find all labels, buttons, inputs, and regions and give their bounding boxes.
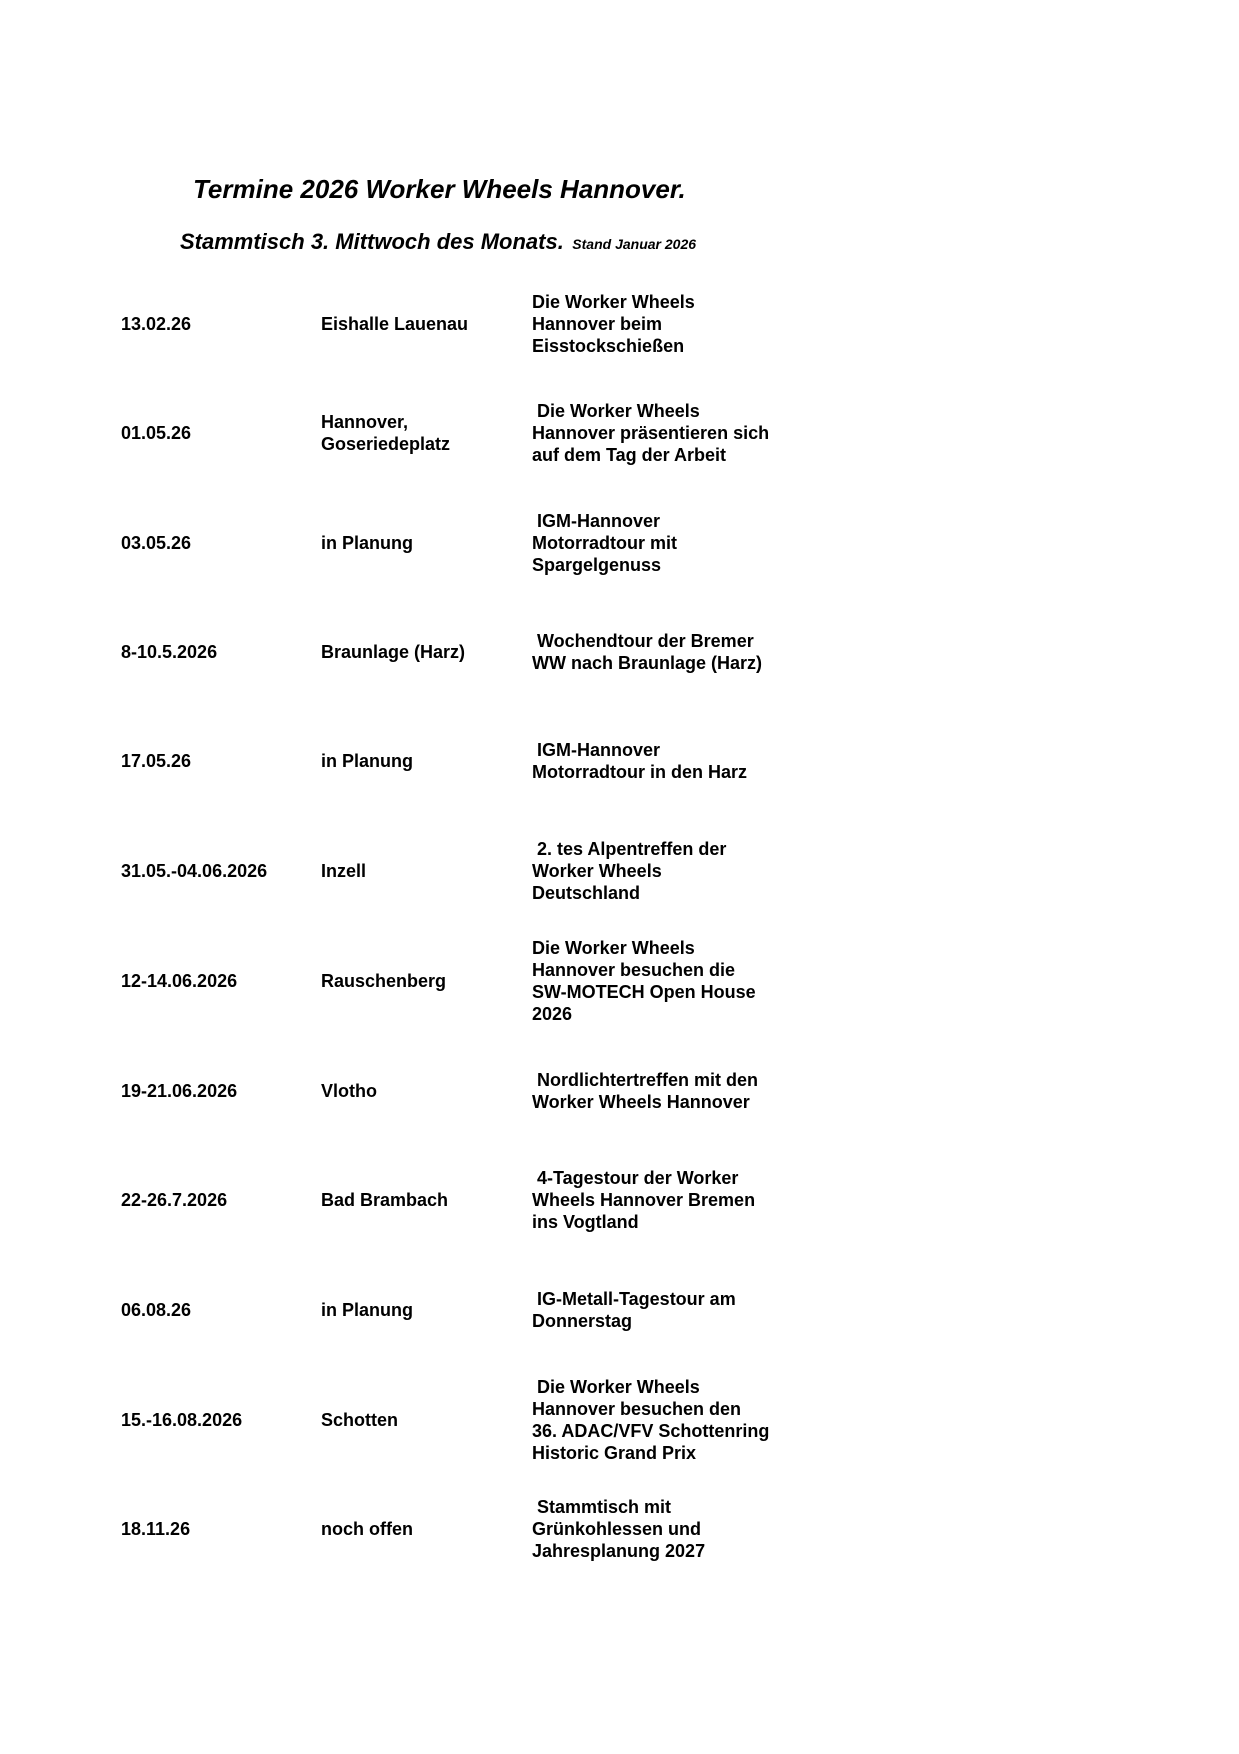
event-place-line: Rauschenberg: [321, 971, 447, 991]
event-description-line: Hannover präsentieren sich: [532, 423, 770, 443]
event-row: [0, 1260, 1239, 1360]
event-place-line: Schotten: [321, 1410, 399, 1430]
event-date: 18.11.26: [121, 1519, 191, 1539]
event-date: 13.02.26: [121, 314, 192, 334]
event-place: [321, 1299, 521, 1321]
event-description: [532, 838, 832, 904]
event-date: 03.05.26: [121, 533, 192, 553]
event-place-line: Vlotho: [321, 1081, 377, 1101]
event-place-line: in Planung: [321, 533, 413, 553]
event-place: [321, 750, 521, 772]
event-place: [321, 532, 521, 554]
event-description-line: Die Worker Wheels: [532, 292, 695, 312]
event-place: [321, 1409, 521, 1431]
event-row: [0, 1041, 1239, 1141]
event-description-line: Worker Wheels Hannover: [532, 1092, 750, 1112]
event-description: [532, 1167, 832, 1233]
event-description-line: Hannover beim: [532, 314, 663, 334]
event-place: [321, 860, 521, 882]
event-description-line: Eisstockschießen: [532, 336, 685, 356]
event-row: [0, 493, 1239, 593]
event-description: [532, 937, 832, 1025]
event-row: [0, 821, 1239, 921]
event-description: [532, 739, 832, 783]
event-place: [321, 411, 521, 455]
event-description-line: WW nach Braunlage (Harz): [532, 653, 763, 673]
stand-date: Stand Januar 2026: [572, 236, 697, 252]
event-place-line: Braunlage (Harz): [321, 642, 466, 662]
event-date: 15.-16.08.2026: [121, 1410, 243, 1430]
event-description-line: Hannover besuchen die: [532, 960, 736, 980]
event-place-line: Bad Brambach: [321, 1190, 449, 1210]
event-date: 17.05.26: [121, 751, 192, 771]
event-row: [0, 1370, 1239, 1470]
event-place-line: Eishalle Lauenau: [321, 314, 469, 334]
event-description-line: IGM-Hannover: [532, 740, 661, 760]
subtitle-stammtisch: Stammtisch 3. Mittwoch des Monats.: [180, 229, 564, 254]
event-description-line: Stammtisch mit: [532, 1497, 672, 1517]
event-description: [532, 1376, 832, 1464]
event-description: [532, 1288, 832, 1332]
event-description-line: Motorradtour mit: [532, 533, 677, 553]
event-row: [0, 1150, 1239, 1250]
event-description-line: Die Worker Wheels: [532, 938, 695, 958]
event-description-line: SW-MOTECH Open House: [532, 982, 756, 1002]
event-place: [321, 1080, 521, 1102]
event-description-line: Deutschland: [532, 883, 641, 903]
event-description-line: Worker Wheels: [532, 861, 662, 881]
event-date: 01.05.26: [121, 423, 192, 443]
event-description-line: IGM-Hannover: [532, 511, 661, 531]
event-description-line: 4-Tagestour der Worker: [532, 1168, 739, 1188]
event-description-line: IG-Metall-Tagestour am: [532, 1289, 736, 1309]
event-description-line: 36. ADAC/VFV Schottenring: [532, 1421, 770, 1441]
event-row: [0, 274, 1239, 374]
event-place: [321, 1189, 521, 1211]
page-title: Termine 2026 Worker Wheels Hannover.: [193, 174, 686, 204]
event-place-line: Inzell: [321, 861, 367, 881]
event-date: 8-10.5.2026: [121, 642, 218, 662]
event-row: [0, 711, 1239, 811]
event-row: [0, 1479, 1239, 1579]
event-date: 22-26.7.2026: [121, 1190, 228, 1210]
event-description-line: Spargelgenuss: [532, 555, 662, 575]
event-date: 12-14.06.2026: [121, 971, 238, 991]
event-description-line: Historic Grand Prix: [532, 1443, 697, 1463]
event-date: 06.08.26: [121, 1300, 192, 1320]
event-description-line: Wheels Hannover Bremen: [532, 1190, 756, 1210]
event-row: [0, 383, 1239, 483]
event-place: [321, 1518, 521, 1540]
event-date: 19-21.06.2026: [121, 1081, 238, 1101]
event-place: [321, 641, 521, 663]
event-description: [532, 510, 832, 576]
event-date: 31.05.-04.06.2026: [121, 861, 268, 881]
event-description-line: 2026: [532, 1004, 573, 1024]
event-description: [532, 1069, 832, 1113]
event-place: [321, 313, 521, 335]
event-place: [321, 970, 521, 992]
event-description-line: Die Worker Wheels: [532, 1377, 700, 1397]
event-description-line: auf dem Tag der Arbeit: [532, 445, 727, 465]
event-description-line: Nordlichtertreffen mit den: [532, 1070, 759, 1090]
event-place-line: Hannover,: [321, 412, 409, 432]
event-description: [532, 630, 832, 674]
event-place-line: in Planung: [321, 751, 413, 771]
event-place-line: in Planung: [321, 1300, 413, 1320]
event-description-line: Motorradtour in den Harz: [532, 762, 747, 782]
event-place-line: Goseriedeplatz: [321, 434, 451, 454]
event-row: [0, 602, 1239, 702]
event-description-line: Grünkohlessen und: [532, 1519, 702, 1539]
event-description-line: Wochendtour der Bremer: [532, 631, 754, 651]
event-place-line: noch offen: [321, 1519, 413, 1539]
event-description-line: Hannover besuchen den: [532, 1399, 742, 1419]
event-description: [532, 400, 832, 466]
event-description-line: 2. tes Alpentreffen der: [532, 839, 727, 859]
event-description-line: ins Vogtland: [532, 1212, 639, 1232]
event-row: [0, 931, 1239, 1031]
event-description-line: Jahresplanung 2027: [532, 1541, 706, 1561]
event-description: [532, 1496, 832, 1562]
event-description: [532, 291, 832, 357]
event-description-line: Donnerstag: [532, 1311, 633, 1331]
event-description-line: Die Worker Wheels: [532, 401, 700, 421]
